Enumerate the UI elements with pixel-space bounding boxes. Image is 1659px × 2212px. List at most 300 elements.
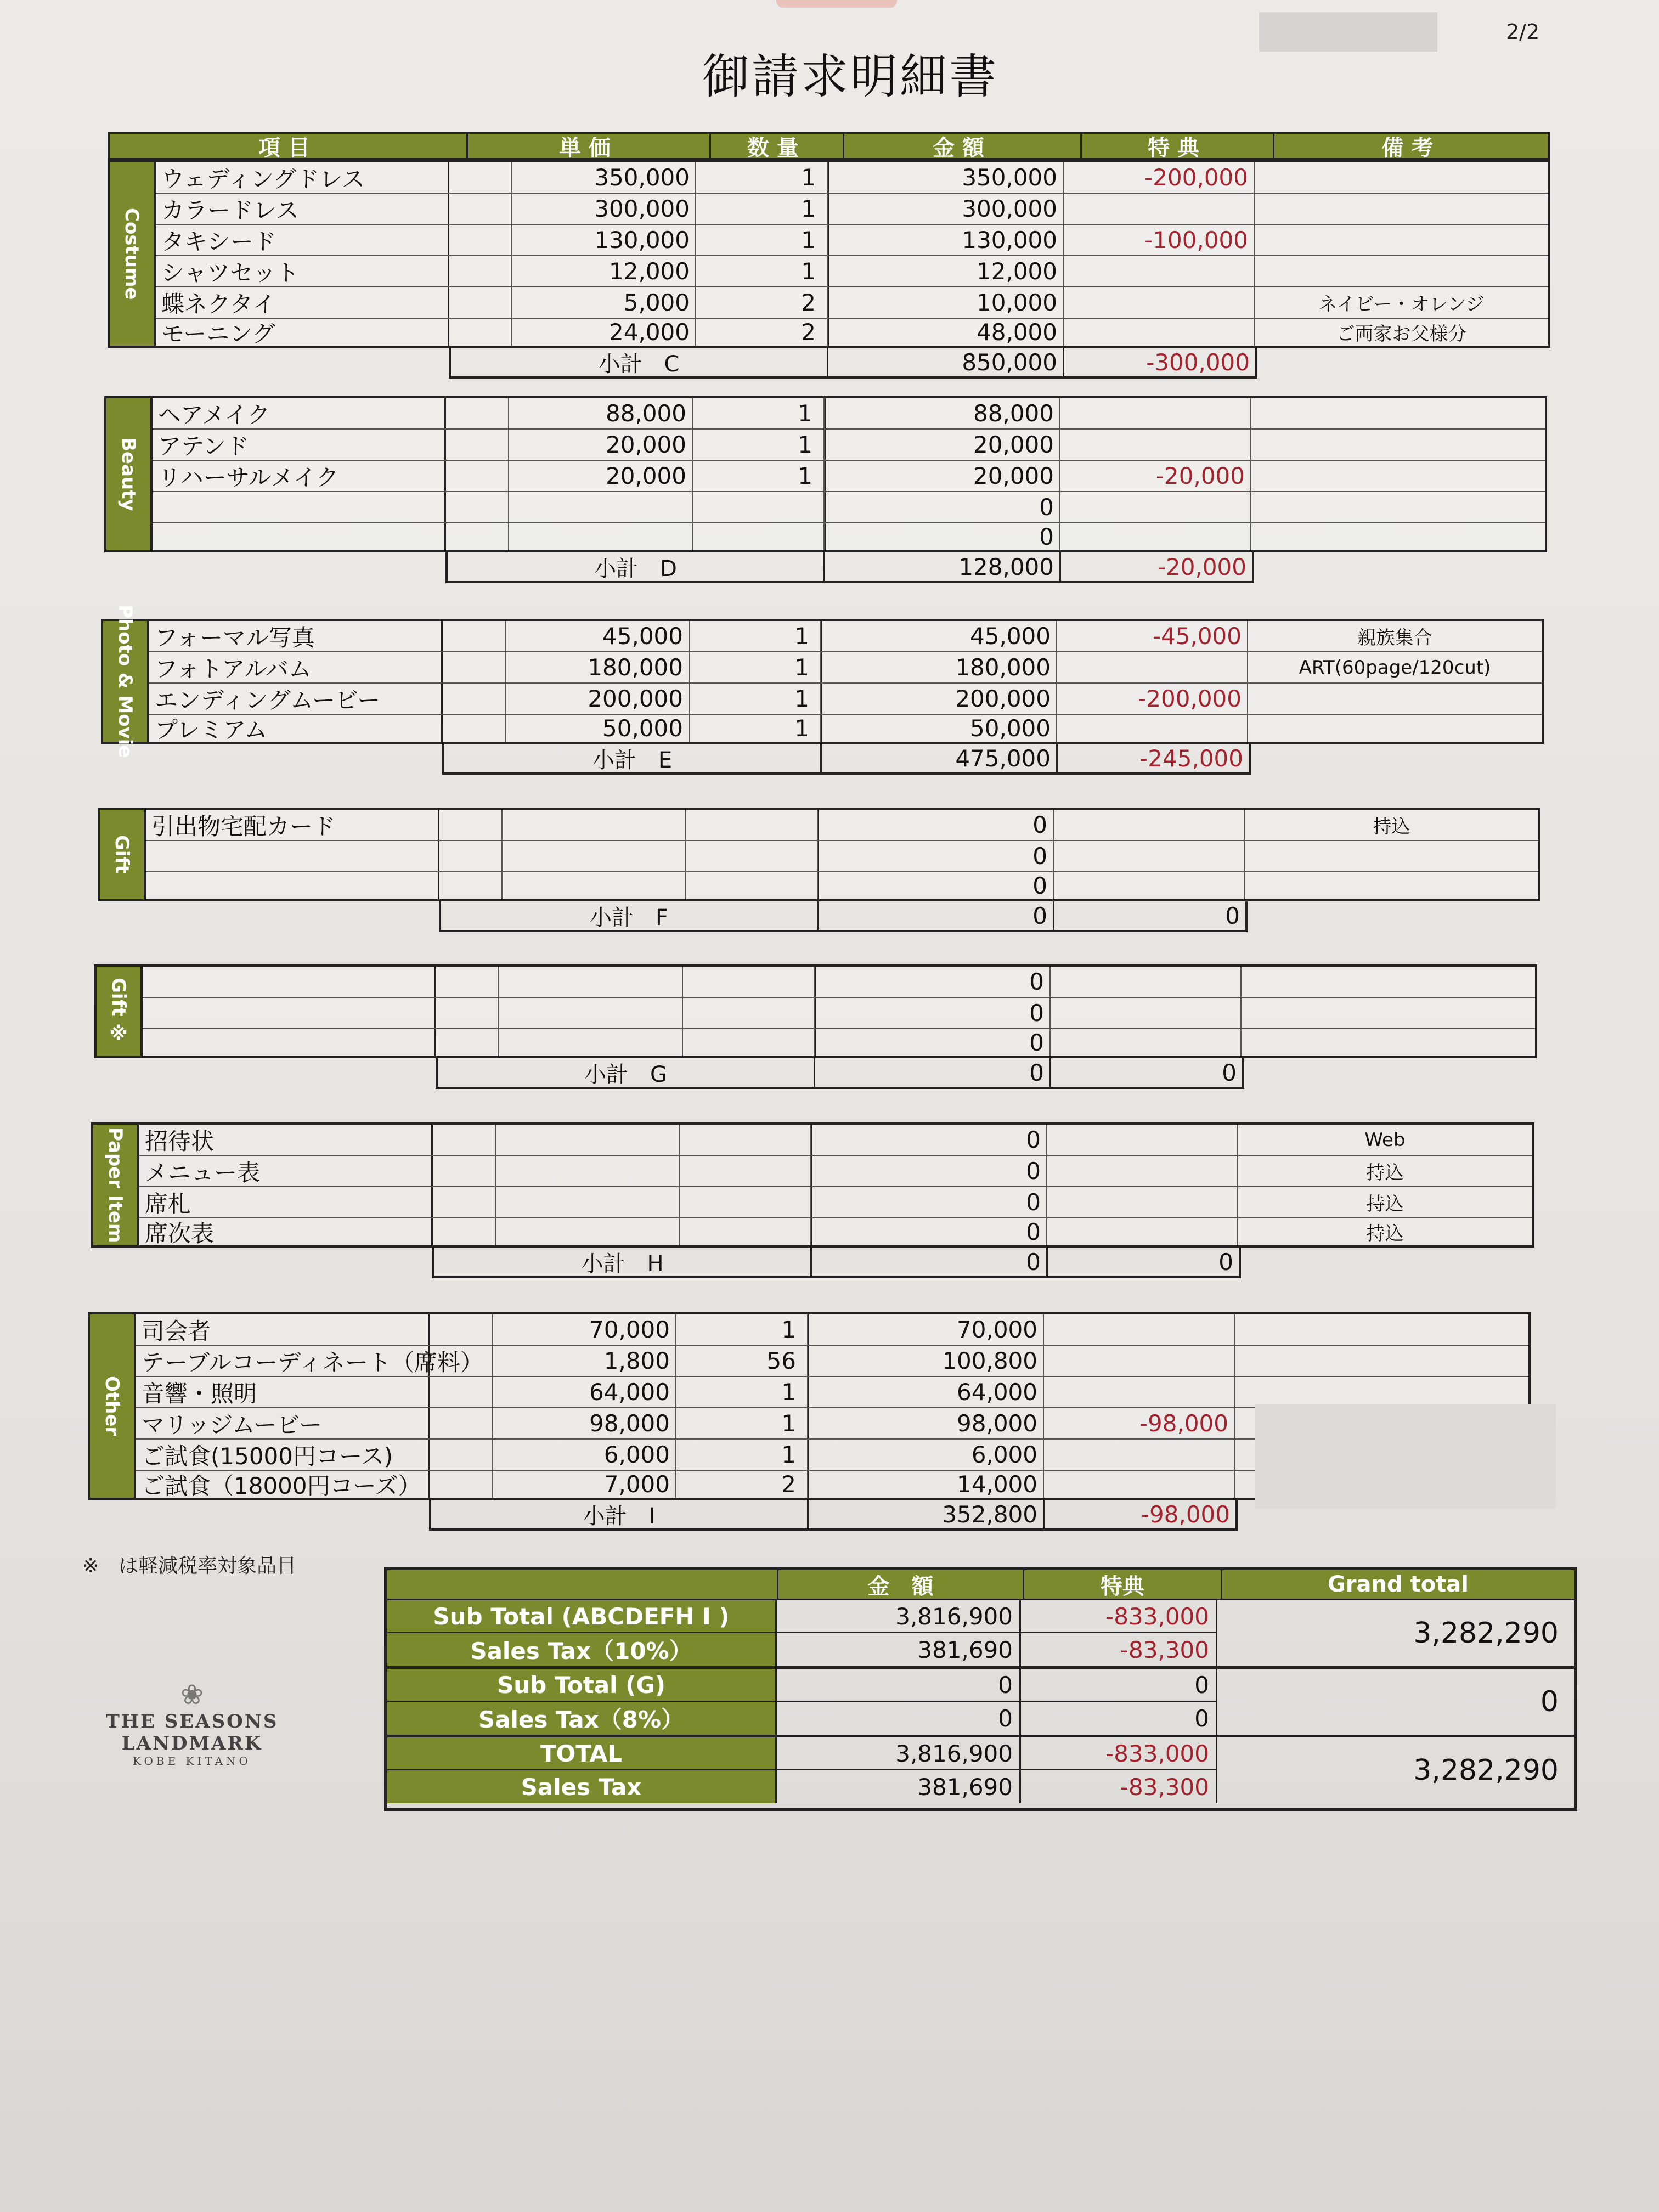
note [1251,461,1545,491]
table-row [146,810,1538,841]
discount: -200,000 [1064,162,1255,193]
quantity: 1 [690,684,821,714]
discount [1047,1156,1238,1186]
table-row [139,1218,1532,1245]
item-name: 司会者 [136,1314,430,1345]
header-item: 項目 [110,134,468,158]
blank-cell [433,1218,496,1245]
table-header [108,132,1550,160]
logo-name: THE SEASONS LANDMARK [105,1711,279,1754]
note [1235,1377,1528,1407]
quantity [680,1156,811,1186]
section-table [144,808,1541,901]
amount: 0 [815,967,1051,997]
discount [1060,430,1251,460]
header-qty: 数量 [711,134,844,158]
blank-cell [433,1125,496,1155]
discount [1044,1440,1235,1470]
leaf-logo-icon: ❀ [180,1679,204,1711]
quantity [686,872,818,899]
blank-cell [436,998,499,1028]
unit-price: 64,000 [493,1377,676,1407]
logo-subtitle: KOBE KITANO [133,1754,251,1768]
unit-price: 20,000 [509,461,693,491]
quantity: 2 [676,1471,808,1498]
section-label-text: Photo & Movie [114,605,136,758]
subtotal-amount: 128,000 [825,552,1061,581]
unit-price: 130,000 [512,225,696,255]
summary-header [387,1570,1574,1600]
discount [1060,492,1251,522]
section-label-text: Beauty [117,437,139,511]
quantity: 1 [676,1314,808,1345]
blank-cell [446,430,509,460]
discount [1051,967,1242,997]
discount: -20,000 [1060,461,1251,491]
blank-cell [446,398,509,428]
note [1251,398,1545,428]
discount [1064,319,1255,346]
blank-cell [449,287,512,318]
unit-price: 50,000 [506,715,690,742]
summary-discount: 0 [1021,1702,1217,1735]
quantity [686,841,818,871]
summary-amount: 3,816,900 [777,1737,1021,1770]
subtotal-amount: 475,000 [822,744,1058,772]
discount [1051,998,1242,1028]
note [1255,256,1548,286]
amount: 6,000 [808,1440,1044,1470]
blank-cell [439,872,503,899]
note: ネイビー・オレンジ [1318,294,1485,315]
blank-cell [443,684,506,714]
summary-column [777,1669,1021,1735]
table-row [153,430,1545,461]
blank-cell [446,523,509,550]
header-price: 単価 [468,134,711,158]
unit-price: 12,000 [512,256,696,286]
header-discount: 特典 [1082,134,1274,158]
table-row [156,162,1548,194]
item-name: 音響・照明 [136,1377,430,1407]
summary-discount: -833,000 [1021,1600,1217,1633]
discount [1044,1471,1235,1498]
quantity: 1 [690,621,821,651]
unit-price [503,872,686,899]
summary-blocks [387,1600,1574,1803]
table-row [153,461,1545,492]
table-row [153,398,1545,430]
blank-cell [449,319,512,346]
item-name: 招待状 [139,1125,433,1155]
note: 持込 [1366,1193,1404,1215]
note [1245,841,1538,871]
note: 親族集合 [1357,627,1432,649]
discount: -98,000 [1044,1408,1235,1438]
amount: 0 [811,1187,1047,1217]
subtotal-label: 小計 E [444,744,822,772]
table-row [149,715,1542,742]
note [1255,194,1548,224]
discount [1044,1377,1235,1407]
item-name: フォトアルバム [149,652,443,682]
note: 持込 [1366,1223,1404,1245]
subtotal-label: 小計 I [431,1500,809,1528]
summary-discount: -83,300 [1021,1770,1217,1803]
section-label-text: Costume [121,208,143,300]
quantity [693,492,825,522]
amount: 48,000 [828,319,1064,346]
table-row [153,492,1545,523]
item-name: 席札 [139,1187,433,1217]
item-name: ヘアメイク [153,398,446,428]
item-name: カラードレス [156,194,449,224]
blank-cell [443,621,506,651]
discount [1047,1187,1238,1217]
subtotal-row [439,901,1248,932]
unit-price: 70,000 [493,1314,676,1345]
amount: 0 [825,523,1060,550]
redacted-area [1259,12,1437,52]
item-name [143,1029,436,1056]
item-name: ご試食（18000円コーズ） [136,1471,430,1498]
quantity: 1 [676,1377,808,1407]
amount: 64,000 [808,1377,1044,1407]
section-label [101,605,149,758]
amount: 300,000 [828,194,1064,224]
grand-total-value: 3,282,290 [1413,1754,1559,1787]
note [1251,523,1545,550]
unit-price: 88,000 [509,398,693,428]
unit-price [503,841,686,871]
discount [1057,652,1248,682]
amount: 0 [811,1125,1047,1155]
quantity: 1 [690,715,821,742]
blank-cell [430,1314,493,1345]
item-name: 蝶ネクタイ [156,287,449,318]
discount [1057,715,1248,742]
amount: 0 [818,810,1054,840]
discount: -100,000 [1064,225,1255,255]
item-name [146,841,439,871]
amount: 180,000 [821,652,1057,682]
summary-label: Sales Tax（10%） [387,1633,777,1666]
amount: 88,000 [825,398,1060,428]
table-row [156,194,1548,225]
discount [1047,1218,1238,1245]
unit-price: 98,000 [493,1408,676,1438]
amount: 0 [811,1218,1047,1245]
subtotal-discount: 0 [1225,902,1240,929]
blank-cell [443,652,506,682]
item-name: タキシード [156,225,449,255]
subtotal-row [445,552,1254,583]
discount [1054,810,1245,840]
note: ART(60page/120cut) [1299,656,1491,679]
item-name: マリッジムービー [136,1408,430,1438]
item-name: リハーサルメイク [153,461,446,491]
blank-cell [433,1156,496,1186]
blank-cell [430,1377,493,1407]
item-name: プレミアム [149,715,443,742]
quantity: 56 [676,1346,808,1376]
grand-total-value: 0 [1540,1685,1559,1718]
unit-price: 5,000 [512,287,696,318]
subtotal-discount: -245,000 [1139,744,1243,772]
table-row [146,872,1538,899]
summary-column [777,1737,1021,1803]
table-row [139,1125,1532,1156]
summary-discount: -83,300 [1021,1633,1217,1666]
blank-cell [436,967,499,997]
table-row [143,967,1535,998]
item-name: フォーマル写真 [149,621,443,651]
amount: 0 [818,872,1054,899]
unit-price [509,523,693,550]
section-label [91,1122,139,1248]
discount [1051,1029,1242,1056]
amount: 45,000 [821,621,1057,651]
quantity [680,1187,811,1217]
quantity [683,967,815,997]
blank-cell [430,1440,493,1470]
amount: 130,000 [828,225,1064,255]
amount: 50,000 [821,715,1057,742]
table-row [156,225,1548,256]
unit-price: 6,000 [493,1440,676,1470]
venue-logo [44,1679,340,1768]
summary-amount: 381,690 [777,1633,1021,1666]
unit-price [496,1218,680,1245]
blank-cell [430,1471,493,1498]
stamp-mark [776,0,897,8]
summary-table [384,1567,1577,1811]
item-name: テーブルコーディネート（席料） [136,1346,430,1376]
summary-amount: 0 [777,1702,1021,1735]
unit-price [499,967,683,997]
table-row [153,523,1545,550]
quantity: 1 [696,256,828,286]
blank-cell [449,162,512,193]
summary-column [1021,1669,1217,1735]
summary-amount: 0 [777,1669,1021,1702]
table-row [139,1156,1532,1187]
unit-price [496,1156,680,1186]
subtotal-row [449,348,1257,379]
section-label-text: Gift [111,835,133,874]
item-name: 引出物宅配カード [146,810,439,840]
quantity: 1 [690,652,821,682]
unit-price [503,810,686,840]
item-name [146,872,439,899]
summary-label: TOTAL [387,1737,777,1770]
section-table [150,396,1547,552]
discount [1060,523,1251,550]
subtotal-amount: 850,000 [828,348,1064,376]
subtotal-row [429,1500,1238,1531]
section-label [104,396,153,552]
blank-cell [443,715,506,742]
quantity: 2 [696,287,828,318]
amount: 10,000 [828,287,1064,318]
amount: 20,000 [825,461,1060,491]
amount: 0 [815,1029,1051,1056]
table-row [143,998,1535,1029]
amount: 350,000 [828,162,1064,193]
blank-cell [449,256,512,286]
item-name: シャツセット [156,256,449,286]
item-name: アテンド [153,430,446,460]
discount [1047,1125,1238,1155]
section-label-text: Paper Item [104,1127,126,1243]
discount [1044,1314,1235,1345]
item-name [143,967,436,997]
header-note: 備考 [1381,135,1441,161]
blank-cell [446,461,509,491]
quantity [686,810,818,840]
discount [1054,841,1245,871]
note: Web [1364,1128,1406,1151]
summary-label: Sub Total (G) [387,1669,777,1702]
section-label-text: Other [101,1376,123,1436]
subtotal-row [436,1058,1244,1089]
note: 持込 [1373,816,1410,838]
amount: 12,000 [828,256,1064,286]
item-name [153,492,446,522]
subtotal-label: 小計 C [451,348,828,376]
table-row [136,1377,1528,1408]
discount [1064,194,1255,224]
unit-price [499,998,683,1028]
table-row [149,684,1542,715]
quantity: 1 [676,1408,808,1438]
section-label [98,808,146,901]
note [1248,715,1542,742]
unit-price: 200,000 [506,684,690,714]
quantity: 1 [693,398,825,428]
unit-price: 24,000 [512,319,696,346]
table-row [136,1314,1528,1346]
table-row [139,1187,1532,1218]
quantity [683,1029,815,1056]
summary-block [387,1600,1574,1669]
unit-price [496,1187,680,1217]
discount [1060,398,1251,428]
table-row [149,652,1542,684]
table-row [156,319,1548,346]
amount: 0 [825,492,1060,522]
note [1255,162,1548,193]
note [1251,492,1545,522]
quantity: 1 [696,194,828,224]
note: 持込 [1366,1162,1404,1184]
amount: 70,000 [808,1314,1044,1345]
table-row [156,287,1548,319]
summary-block [387,1737,1574,1803]
redacted-area [1255,1404,1556,1509]
subtotal-row [432,1248,1241,1278]
discount: -200,000 [1057,684,1248,714]
table-row [156,256,1548,287]
subtotal-label: 小計 F [441,901,819,930]
subtotal-discount: 0 [1218,1248,1233,1276]
blank-cell [446,492,509,522]
blank-cell [449,194,512,224]
summary-header-amount: 金 額 [778,1570,1024,1599]
summary-column [1021,1600,1217,1666]
amount: 14,000 [808,1471,1044,1498]
unit-price: 7,000 [493,1471,676,1498]
summary-header-discount: 特典 [1024,1570,1222,1599]
summary-column [777,1600,1021,1666]
table-row [149,621,1542,652]
note [1235,1314,1528,1345]
summary-discount: 0 [1021,1669,1217,1702]
subtotal-discount: -20,000 [1157,553,1246,580]
discount [1044,1346,1235,1376]
summary-amount: 3,816,900 [777,1600,1021,1633]
section-label-text: Gift ※ [108,978,129,1045]
item-name [143,998,436,1028]
blank-cell [436,1029,499,1056]
item-name: メニュー表 [139,1156,433,1186]
note: ご両家お父様分 [1336,323,1467,345]
unit-price: 45,000 [506,621,690,651]
subtotal-discount: -300,000 [1146,348,1250,376]
quantity: 1 [693,430,825,460]
item-name: エンディングムービー [149,684,443,714]
subtotal-discount: 0 [1222,1059,1237,1086]
unit-price [509,492,693,522]
blank-cell [439,841,503,871]
amount: 200,000 [821,684,1057,714]
summary-column [387,1737,777,1803]
unit-price [496,1125,680,1155]
summary-block [387,1669,1574,1737]
discount [1064,256,1255,286]
subtotal-label: 小計 H [435,1248,812,1276]
unit-price: 350,000 [512,162,696,193]
discount [1054,872,1245,899]
subtotal-label: 小計 G [438,1058,815,1087]
unit-price [499,1029,683,1056]
summary-label: Sales Tax [387,1770,777,1803]
summary-header-grand-total: Grand total [1327,1572,1469,1597]
page-title: 御請求明細書 [702,49,998,104]
quantity [683,998,815,1028]
quantity [693,523,825,550]
grand-total-value: 3,282,290 [1413,1617,1559,1650]
summary-label: Sub Total (ABCDEFH I ) [387,1600,777,1633]
unit-price: 1,800 [493,1346,676,1376]
quantity: 1 [693,461,825,491]
item-name [153,523,446,550]
subtotal-amount: 0 [819,901,1054,930]
summary-column [1021,1737,1217,1803]
subtotal-discount: -98,000 [1141,1500,1230,1528]
summary-amount: 381,690 [777,1770,1021,1803]
amount: 98,000 [808,1408,1044,1438]
discount [1064,287,1255,318]
page-number: 2/2 [1506,20,1540,44]
quantity [680,1125,811,1155]
item-name: ご試食(15000円コース) [136,1440,430,1470]
subtotal-row [442,744,1251,775]
quantity: 1 [676,1440,808,1470]
quantity [680,1218,811,1245]
amount: 20,000 [825,430,1060,460]
blank-cell [430,1346,493,1376]
